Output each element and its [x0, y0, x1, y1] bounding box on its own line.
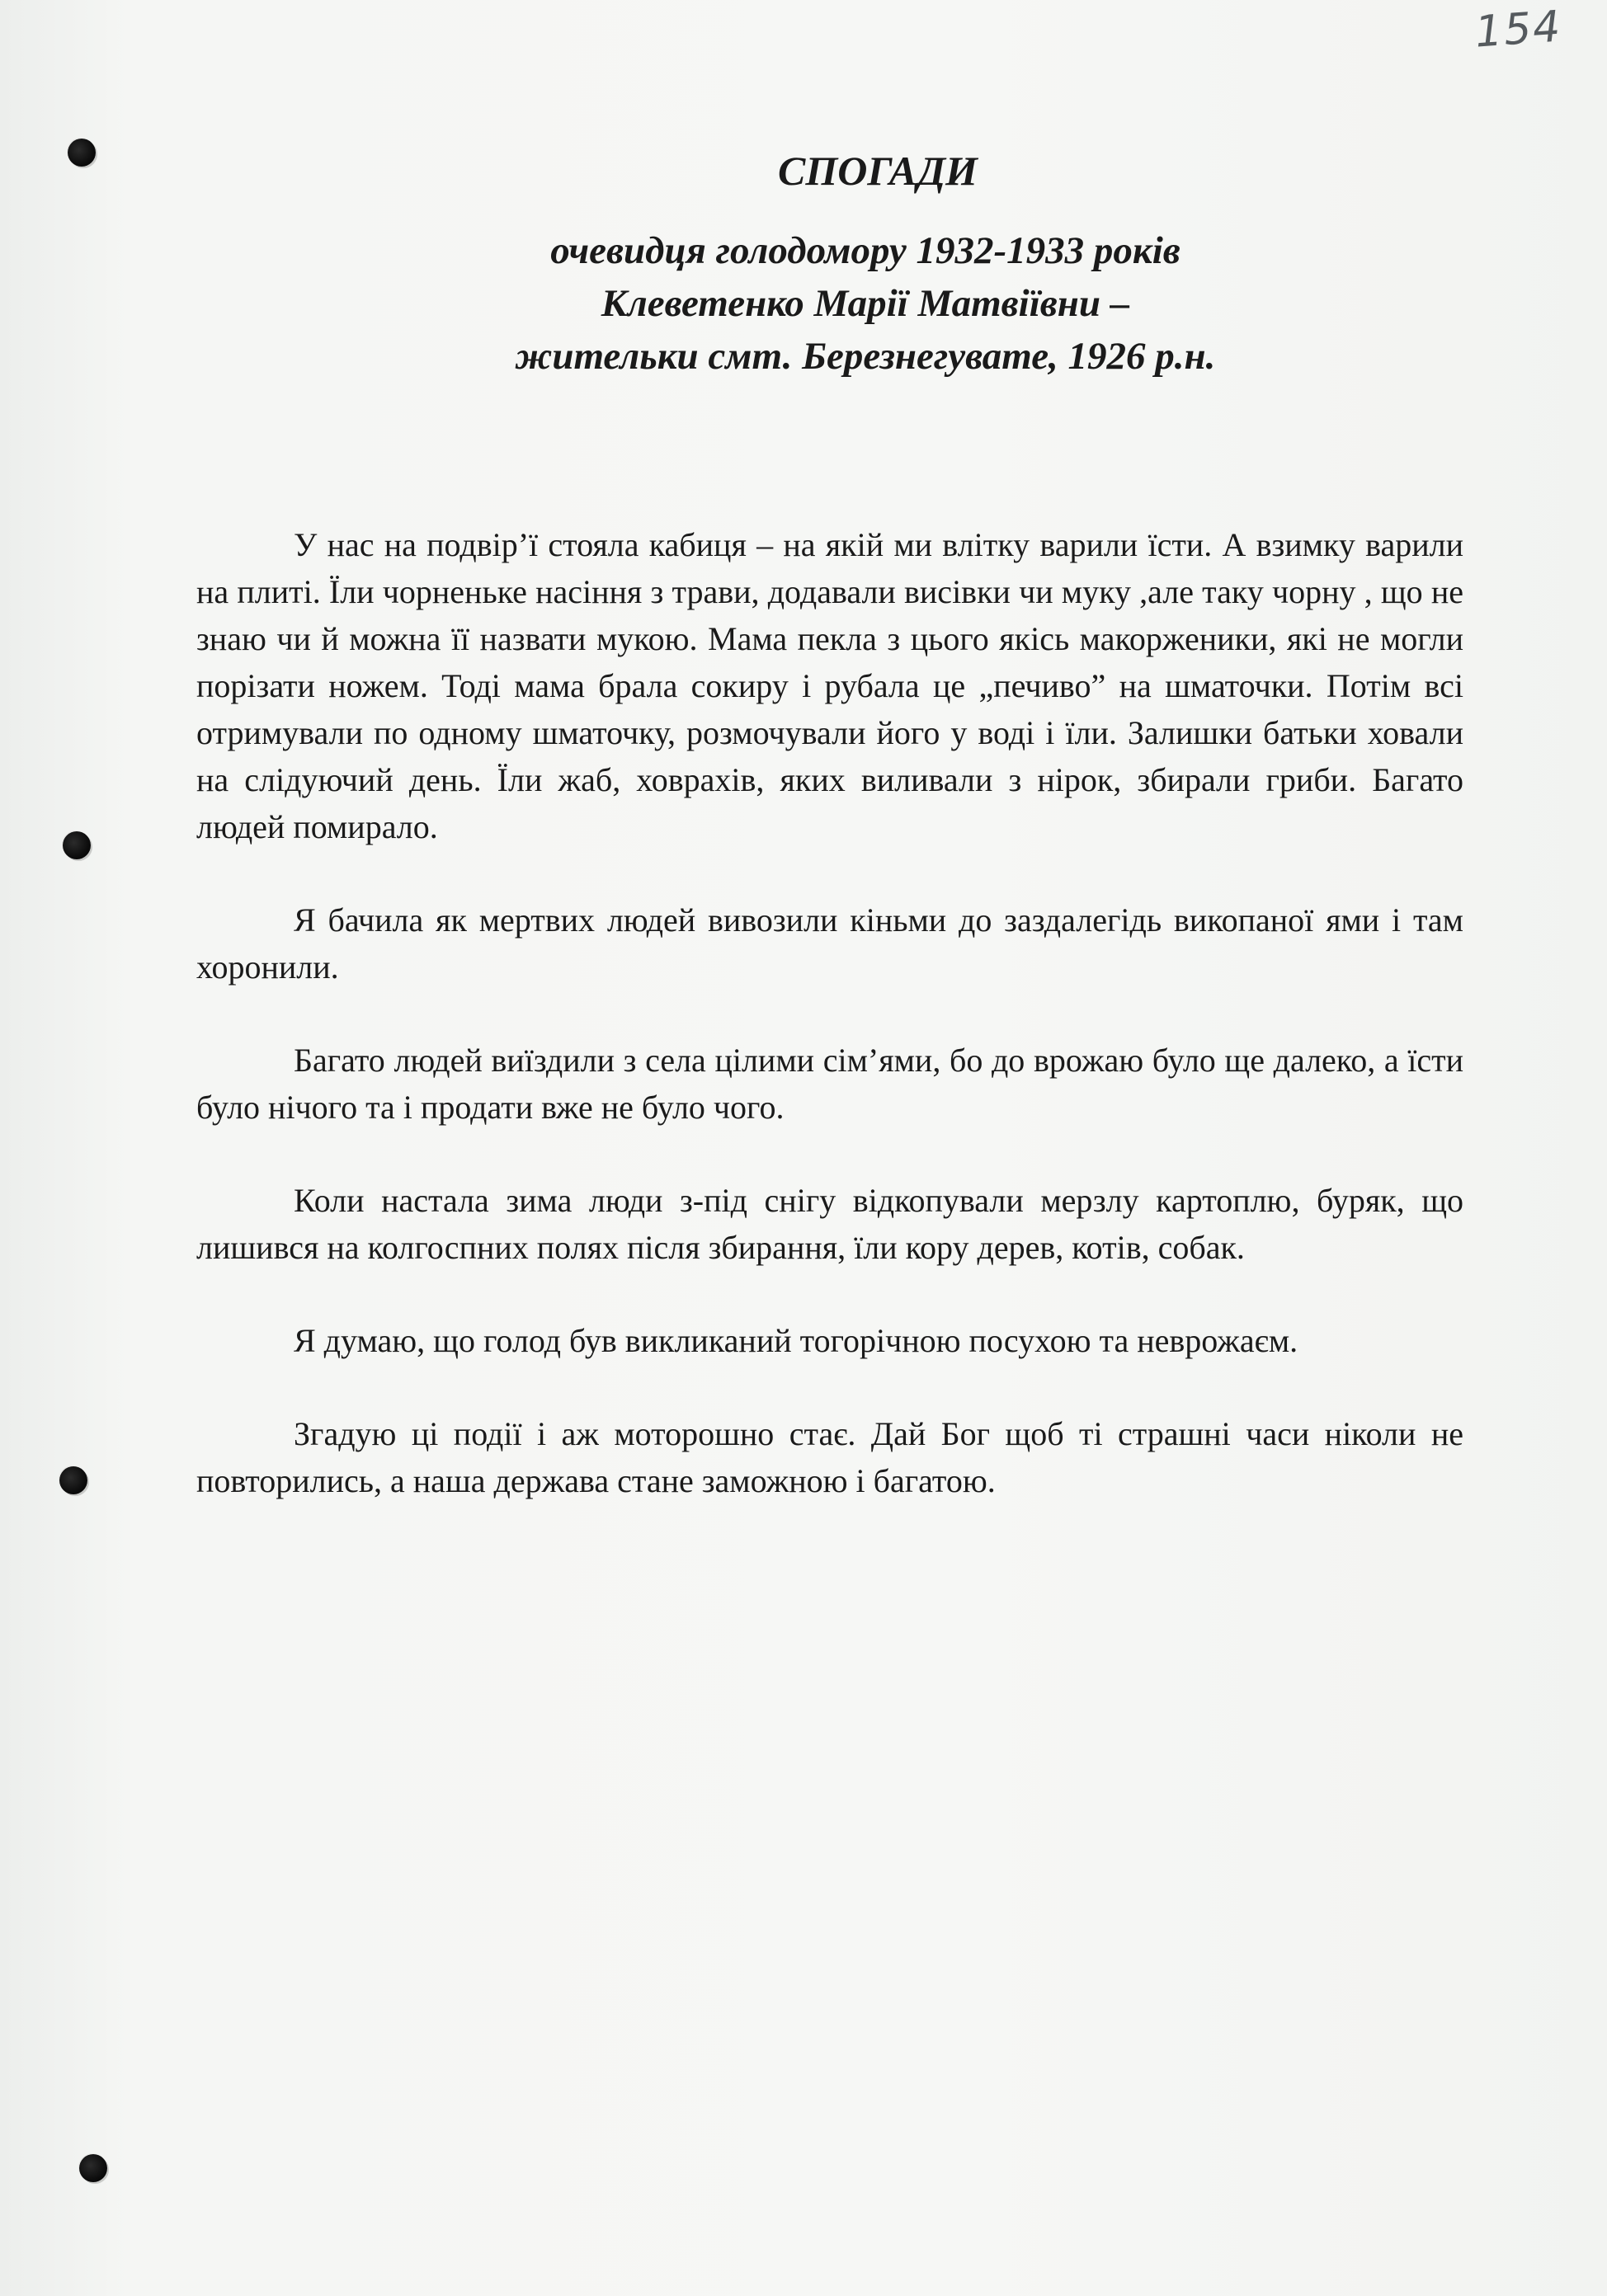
- punch-hole-icon: [59, 1466, 87, 1494]
- body-paragraph: Згадую ці події і аж моторошно стає. Дай Бог щоб ті страшні часи ніколи не повторились, а наша держава стане заможною і багатою.: [196, 1415, 1463, 1499]
- subtitle-line: очевидця голодомору 1932-1933 років: [550, 229, 1181, 272]
- document-body: [196, 521, 1463, 1550]
- document-subtitle: [0, 224, 1607, 383]
- body-paragraph: Багато людей виїздили з села цілими сім’ями, бо до врожаю було ще далеко, а їсти було нічого та і продати вже не було чого.: [196, 1042, 1463, 1126]
- body-paragraph: Коли настала зима люди з-під снігу відкопували мерзлу картоплю, буряк, що лишився на колгоспних полях після збирання, їли кору дерев, котів, собак.: [196, 1182, 1463, 1266]
- document-title: СПОГАДИ: [778, 148, 978, 194]
- punch-hole-icon: [63, 831, 91, 859]
- subtitle-line: Клеветенко Марії Матвіївни –: [601, 282, 1130, 325]
- body-paragraph: Я думаю, що голод був викликаний тогорічною посухою та неврожаєм.: [294, 1322, 1298, 1359]
- subtitle-line: жительки смт. Березнегувате, 1926 р.н.: [515, 335, 1216, 378]
- body-paragraph: У нас на подвір’ї стояла кабиця – на якій ми влітку варили їсти. А взимку варили на плиті. Їли чорненьке насіння з трави, додавали висівки чи муку ,але таку чорну , що не знаю чи й можна її назвати мукою. Мама пекла з цього якісь макорженики, які не могли порізати ножем. Тоді мама брала сокиру і рубала це „печиво” на шматочки. Потім всі отримували по одному шматочку, розмочували його у воді і їли. Залишки батьки ховали на слідуючий день. Їли жаб, ховрахів, яких виливали з нірок, збирали гриби. Багато людей помирало.: [196, 526, 1463, 845]
- punch-hole-icon: [79, 2154, 107, 2182]
- handwritten-page-number: 154: [1473, 2, 1563, 58]
- body-paragraph: Я бачила як мертвих людей вивозили кіньми до заздалегідь викопаної ями і там хоронили.: [196, 901, 1463, 986]
